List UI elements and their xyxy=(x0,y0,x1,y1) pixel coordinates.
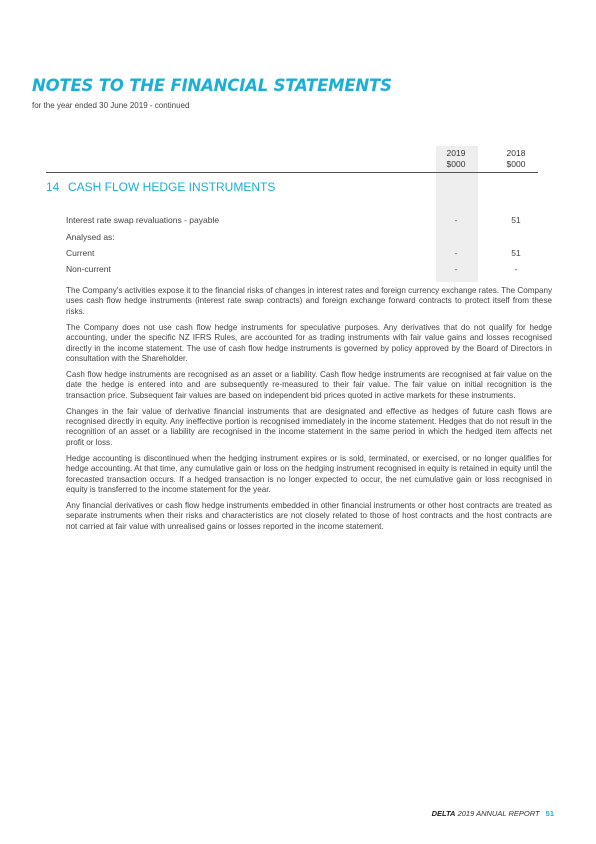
row-value-2018: - xyxy=(514,264,518,274)
column-year-2018: 2018 xyxy=(506,148,526,158)
column-year-2019: 2019 xyxy=(446,148,466,158)
row-value-2019: - xyxy=(454,264,458,274)
row-label: Analysed as: xyxy=(66,232,115,242)
section-number: 14 xyxy=(46,180,60,194)
page-number: 51 xyxy=(545,809,554,818)
paragraph: The Company does not use cash flow hedge instruments for speculative purposes. Any derivatives that do not qualify for hedge accounting, under the specific NZ IFRS Rules, are accounted for as trading instruments with fair value gains and losses recognised directly in the income statement. The use of cash flow hedge instruments is governed by policy approved by the Board of Directors in consultation with the Shareholder. xyxy=(66,322,552,363)
column-header-2018 xyxy=(496,148,536,170)
paragraph: Changes in the fair value of derivative financial instruments that are designated and effective as hedges of future cash flows are recognised directly in equity. Any ineffective portion is recognised immediately in the income statement. Hedges that do not result in the recognition of an asset or a liability are recognised in the income statement in the same period in which the hedged item affects net profit or loss. xyxy=(66,406,552,447)
header-divider xyxy=(46,172,538,173)
paragraph: Hedge accounting is discontinued when the hedging instrument expires or is sold, terminated, or exercised, or no longer qualifies for hedge accounting. At that time, any cumulative gain or loss on the hedging instrument recognised in equity is retained in equity until the forecasted transaction occurs. If a hedged transaction is no longer expected to occur, the net cumulative gain or loss recognised in equity is transferred to the income statement for the year. xyxy=(66,453,552,494)
table-row xyxy=(66,248,536,260)
table-row xyxy=(66,215,536,227)
column-header-2019 xyxy=(436,148,476,170)
row-value-2018: 51 xyxy=(511,215,521,225)
table-row xyxy=(66,232,536,244)
column-unit-2018: $000 xyxy=(506,159,526,169)
footer-report-title: 2019 ANNUAL REPORT xyxy=(457,809,540,818)
row-value-2019: - xyxy=(454,215,458,225)
column-unit-2019: $000 xyxy=(446,159,466,169)
page-footer xyxy=(432,809,554,818)
table-row xyxy=(66,264,536,276)
paragraph: Cash flow hedge instruments are recognised as an asset or a liability. Cash flow hedge instruments are recognised at fair value on the date the hedge is entered into and are subsequently re-measured to their fair value. The fair value on initial recognition is the transaction price. Subsequent fair values are based on independent bid prices quoted in active markets for these instruments. xyxy=(66,369,552,400)
section-heading xyxy=(46,180,275,194)
page-title: NOTES TO THE FINANCIAL STATEMENTS xyxy=(32,76,392,95)
notes-body xyxy=(66,286,552,538)
row-label: Interest rate swap revaluations - payable xyxy=(66,215,220,225)
row-label: Non-current xyxy=(66,264,111,274)
paragraph: Any financial derivatives or cash flow hedge instruments embedded in other financial instruments or other host contracts are treated as separate instruments when their risks and characteristics are not closely related to those of host contracts and the host contracts are not carried at fair value with unrealised gains or losses reported in the income statement. xyxy=(66,500,552,531)
footer-brand: DELTA xyxy=(431,809,456,818)
page-subtitle: for the year ended 30 June 2019 - continued xyxy=(32,101,190,110)
row-label: Current xyxy=(66,248,95,258)
row-value-2019: - xyxy=(454,248,458,258)
paragraph: The Company's activities expose it to the financial risks of changes in interest rates and foreign currency exchange rates. The Company uses cash flow hedge instruments (interest rate swap contracts) and foreign exchange forward contracts to protect itself from these risks. xyxy=(66,286,552,316)
section-title: CASH FLOW HEDGE INSTRUMENTS xyxy=(68,180,276,194)
row-value-2018: 51 xyxy=(511,248,521,258)
